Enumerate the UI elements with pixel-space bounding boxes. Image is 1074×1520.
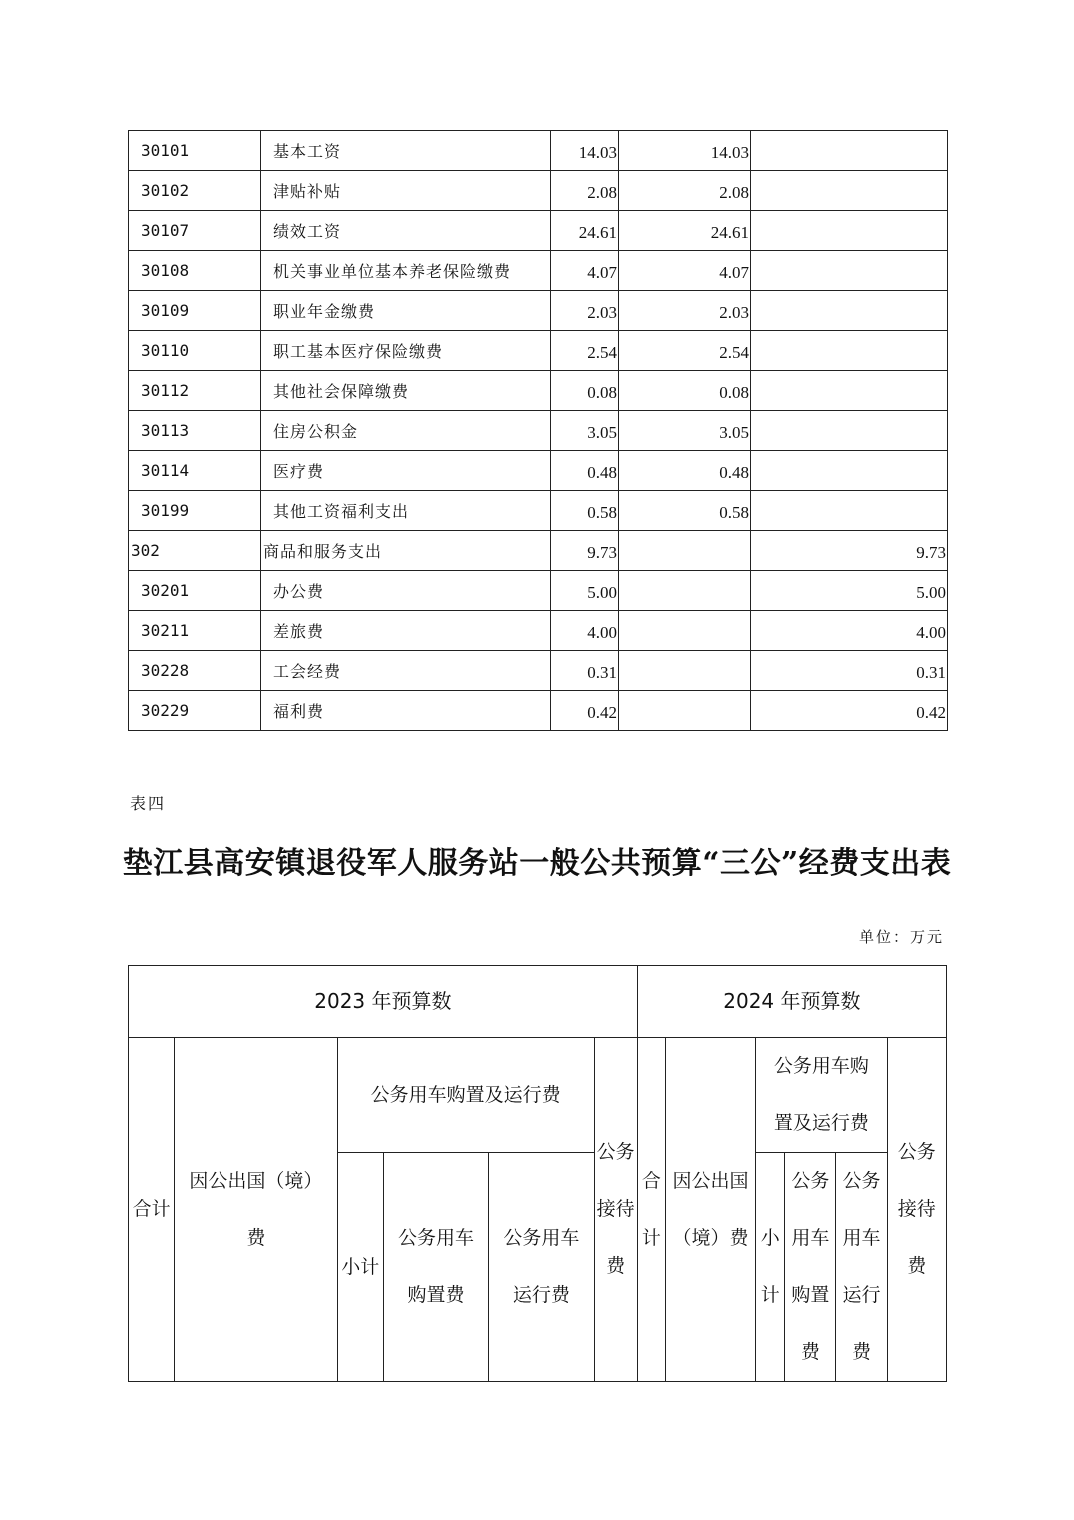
item-total: 14.03 xyxy=(551,131,619,171)
item-total: 9.73 xyxy=(551,531,619,571)
table-row xyxy=(129,491,948,531)
item-public-expense: 0.31 xyxy=(751,651,948,691)
item-code: 30228 xyxy=(129,651,261,691)
item-name: 住房公积金 xyxy=(261,411,551,451)
header-2024-budget: 2024 年预算数 xyxy=(637,966,946,1038)
item-personnel-expense xyxy=(619,611,751,651)
item-public-expense xyxy=(751,411,948,451)
item-code: 30102 xyxy=(129,171,261,211)
header-2023-vehicle-purchase: 公务用车购置费 xyxy=(383,1153,488,1382)
item-code: 30110 xyxy=(129,331,261,371)
item-total: 4.07 xyxy=(551,251,619,291)
header-2024-abroad: 因公出国（境）费 xyxy=(665,1038,755,1382)
header-2023-abroad: 因公出国（境）费 xyxy=(175,1038,338,1382)
page-title: 垫江县高安镇退役军人服务站一般公共预算“三公”经费支出表 xyxy=(122,846,952,881)
table-label: 表四 xyxy=(130,794,167,813)
item-public-expense xyxy=(751,171,948,211)
item-public-expense xyxy=(751,211,948,251)
table-row xyxy=(129,531,948,571)
item-personnel-expense: 2.03 xyxy=(619,291,751,331)
item-name: 差旅费 xyxy=(261,611,551,651)
item-code: 30211 xyxy=(129,611,261,651)
item-public-expense xyxy=(751,131,948,171)
item-personnel-expense: 2.08 xyxy=(619,171,751,211)
header-2023-subtotal: 小计 xyxy=(337,1153,383,1382)
item-public-expense: 9.73 xyxy=(751,531,948,571)
item-personnel-expense: 0.58 xyxy=(619,491,751,531)
table-row xyxy=(129,451,948,491)
table-row xyxy=(129,611,948,651)
item-personnel-expense: 4.07 xyxy=(619,251,751,291)
item-name: 绩效工资 xyxy=(261,211,551,251)
table-row xyxy=(129,371,948,411)
item-total: 4.00 xyxy=(551,611,619,651)
table-row xyxy=(129,331,948,371)
item-name: 福利费 xyxy=(261,691,551,731)
item-name: 职工基本医疗保险缴费 xyxy=(261,331,551,371)
three-public-expense-table xyxy=(128,965,947,1382)
header-2024-vehicle-group: 公务用车购置及运行费 xyxy=(756,1038,887,1153)
table-row xyxy=(129,171,948,211)
header-2024-total: 合计 xyxy=(637,1038,665,1382)
header-2023-total: 合计 xyxy=(129,1038,175,1382)
item-public-expense xyxy=(751,251,948,291)
item-public-expense xyxy=(751,371,948,411)
item-personnel-expense: 24.61 xyxy=(619,211,751,251)
item-personnel-expense: 0.48 xyxy=(619,451,751,491)
item-personnel-expense: 2.54 xyxy=(619,331,751,371)
header-2024-vehicle-operation: 公务用车运行费 xyxy=(836,1153,887,1382)
item-public-expense xyxy=(751,491,948,531)
item-personnel-expense xyxy=(619,651,751,691)
item-personnel-expense: 3.05 xyxy=(619,411,751,451)
item-personnel-expense xyxy=(619,531,751,571)
table-row xyxy=(129,571,948,611)
item-code: 30107 xyxy=(129,211,261,251)
item-code: 30199 xyxy=(129,491,261,531)
item-name: 办公费 xyxy=(261,571,551,611)
item-public-expense xyxy=(751,451,948,491)
item-code: 30101 xyxy=(129,131,261,171)
item-total: 0.31 xyxy=(551,651,619,691)
header-2023-budget: 2023 年预算数 xyxy=(129,966,638,1038)
item-name: 商品和服务支出 xyxy=(261,531,551,571)
item-personnel-expense xyxy=(619,691,751,731)
item-name: 基本工资 xyxy=(261,131,551,171)
header-2023-vehicle-group: 公务用车购置及运行费 xyxy=(337,1038,594,1153)
table-row xyxy=(129,131,948,171)
expense-table xyxy=(128,130,948,731)
item-code: 302 xyxy=(129,531,261,571)
unit-label: 单位：万元 xyxy=(858,928,944,946)
table-row xyxy=(129,211,948,251)
header-2023-vehicle-operation: 公务用车运行费 xyxy=(489,1153,594,1382)
item-total: 0.42 xyxy=(551,691,619,731)
item-personnel-expense: 14.03 xyxy=(619,131,751,171)
table-row xyxy=(129,251,948,291)
table-row xyxy=(129,411,948,451)
item-personnel-expense: 0.08 xyxy=(619,371,751,411)
item-code: 30113 xyxy=(129,411,261,451)
header-2024-vehicle-purchase: 公务用车购置费 xyxy=(785,1153,836,1382)
item-name: 医疗费 xyxy=(261,451,551,491)
item-personnel-expense xyxy=(619,571,751,611)
item-name: 工会经费 xyxy=(261,651,551,691)
table-row xyxy=(129,291,948,331)
item-total: 0.48 xyxy=(551,451,619,491)
item-code: 30201 xyxy=(129,571,261,611)
item-name: 职业年金缴费 xyxy=(261,291,551,331)
item-total: 24.61 xyxy=(551,211,619,251)
item-name: 津贴补贴 xyxy=(261,171,551,211)
item-code: 30112 xyxy=(129,371,261,411)
table-row xyxy=(129,691,948,731)
item-public-expense xyxy=(751,291,948,331)
item-public-expense: 4.00 xyxy=(751,611,948,651)
header-2024-reception: 公务接待费 xyxy=(887,1038,946,1382)
item-public-expense xyxy=(751,331,948,371)
item-total: 0.58 xyxy=(551,491,619,531)
item-name: 机关事业单位基本养老保险缴费 xyxy=(261,251,551,291)
item-total: 5.00 xyxy=(551,571,619,611)
item-total: 2.08 xyxy=(551,171,619,211)
table-row xyxy=(129,651,948,691)
item-name: 其他工资福利支出 xyxy=(261,491,551,531)
item-total: 2.54 xyxy=(551,331,619,371)
item-total: 3.05 xyxy=(551,411,619,451)
item-total: 2.03 xyxy=(551,291,619,331)
header-2023-reception: 公务接待费 xyxy=(594,1038,637,1382)
item-code: 30108 xyxy=(129,251,261,291)
header-2024-subtotal: 小计 xyxy=(756,1153,785,1382)
item-code: 30114 xyxy=(129,451,261,491)
item-code: 30109 xyxy=(129,291,261,331)
item-total: 0.08 xyxy=(551,371,619,411)
item-public-expense: 5.00 xyxy=(751,571,948,611)
item-name: 其他社会保障缴费 xyxy=(261,371,551,411)
item-public-expense: 0.42 xyxy=(751,691,948,731)
item-code: 30229 xyxy=(129,691,261,731)
